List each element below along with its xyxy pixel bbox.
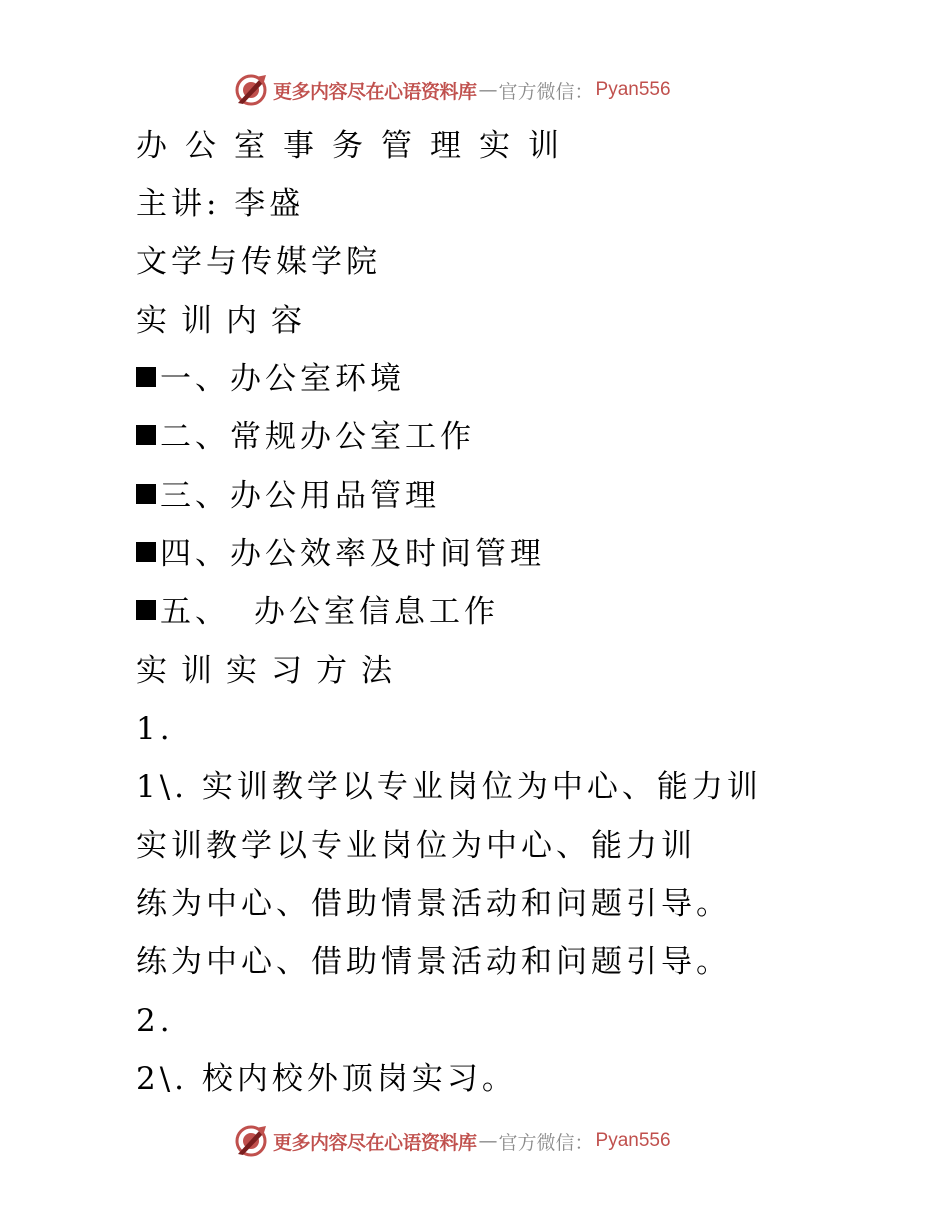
methods-heading: 实训实习方法 [136,653,406,689]
body-line: 练为中心、借助情景活动和问题引导。 [136,944,731,980]
body-line: 1. [136,711,174,747]
contents-item [136,476,440,516]
contents-item [136,534,545,574]
banner-separator: — [478,79,497,101]
document-title: 办公室事务管理实训 [136,128,577,164]
body-line: 练为中心、借助情景活动和问题引导。 [136,886,731,922]
contents-item-text: 一、办公室环境 [160,361,405,397]
square-bullet-icon [136,542,156,562]
contents-item [136,592,499,632]
promo-text: 更多内容尽在心语资料库 [273,1131,477,1154]
account-id: Pyan556 [595,1130,671,1151]
contents-item-text: 四、办公效率及时间管理 [160,536,545,572]
square-bullet-icon [136,367,156,387]
quill-logo-icon [234,73,268,107]
account-label: 官方微信： [498,80,594,103]
body-line: 2\. 校内校外顶岗实习。 [136,1061,517,1097]
square-bullet-icon [136,484,156,504]
account-id: Pyan556 [595,79,671,100]
body-line: 实训教学以专业岗位为中心、能力训 [136,828,696,864]
lecturer-line: 主讲: 李盛 [136,186,305,222]
body-line: 2. [136,1003,174,1039]
contents-item [136,417,475,457]
contents-heading: 实训内容 [136,303,316,339]
quill-logo-icon [234,1124,268,1158]
account-label: 官方微信： [498,1131,594,1154]
contents-item [136,359,405,399]
footer-banner [234,1121,671,1161]
square-bullet-icon [136,600,156,620]
contents-item-text: 三、办公用品管理 [160,478,440,514]
contents-item-number: 五、 [160,594,230,630]
banner-separator: — [478,1130,497,1152]
contents-item-text: 办公室信息工作 [254,594,499,630]
promo-text: 更多内容尽在心语资料库 [273,80,477,103]
header-banner [234,70,671,110]
department-line: 文学与传媒学院 [136,244,381,280]
body-line: 1\. 实训教学以专业岗位为中心、能力训 [136,769,762,805]
square-bullet-icon [136,425,156,445]
contents-item-text: 二、常规办公室工作 [160,419,475,455]
